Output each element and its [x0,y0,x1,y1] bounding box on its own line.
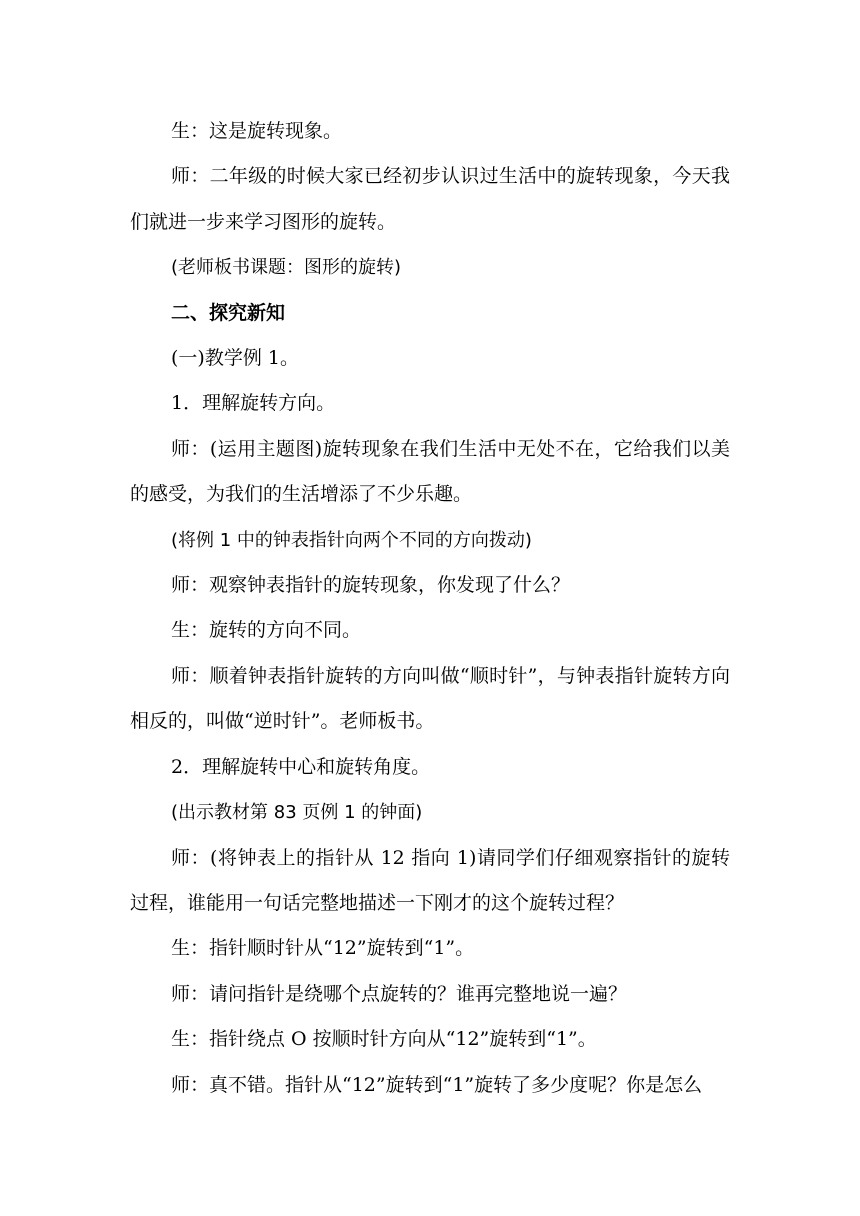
paragraph: 师：(运用主题图)旋转现象在我们生活中无处不在，它给我们以美的感受，为我们的生活增添了不少乐趣。 [130,437,730,506]
paragraph: 师：请问指针是绕哪个点旋转的？谁再完整地说一遍？ [171,982,628,1005]
paragraph: 师：二年级的时候大家已经初步认识过生活中的旋转现象，今天我们就进一步来学习图形的旋转。 [130,165,730,233]
section-heading: 二、探究新知 [171,301,286,324]
paragraph: (一)教学例 1。 [171,347,299,370]
paragraph: 1．理解旋转方向。 [171,392,336,415]
stage-direction: (出示教材第 83 页例 1 的钟面) [171,802,423,824]
stage-direction: (老师板书课题：图形的旋转) [171,257,402,279]
paragraph: 师：顺着钟表指针旋转的方向叫做“顺时针”，与钟表指针旋转方向相反的，叫做“逆时针”。老师板书。 [130,664,730,733]
paragraph: 师：(将钟表上的指针从 12 指向 1)请同学们仔细观察指针的旋转过程，谁能用一句话完整地描述一下刚才的这个旋转过程？ [130,846,730,914]
paragraph: 2．理解旋转中心和旋转角度。 [171,755,431,778]
paragraph: 生：旋转的方向不同。 [171,619,362,642]
stage-direction: (将例 1 中的钟表指针向两个不同的方向拨动) [171,529,532,551]
paragraph: 师：真不错。指针从“12”旋转到“1”旋转了多少度呢？你是怎么 [171,1073,703,1096]
document-body [130,109,730,1108]
paragraph: 生：指针绕点 O 按顺时针方向从“12”旋转到“1”。 [171,1028,597,1051]
paragraph: 生：这是旋转现象。 [171,120,343,142]
paragraph: 师：观察钟表指针的旋转现象，你发现了什么？ [171,574,571,597]
paragraph: 生：指针顺时针从“12”旋转到“1”。 [171,937,475,960]
